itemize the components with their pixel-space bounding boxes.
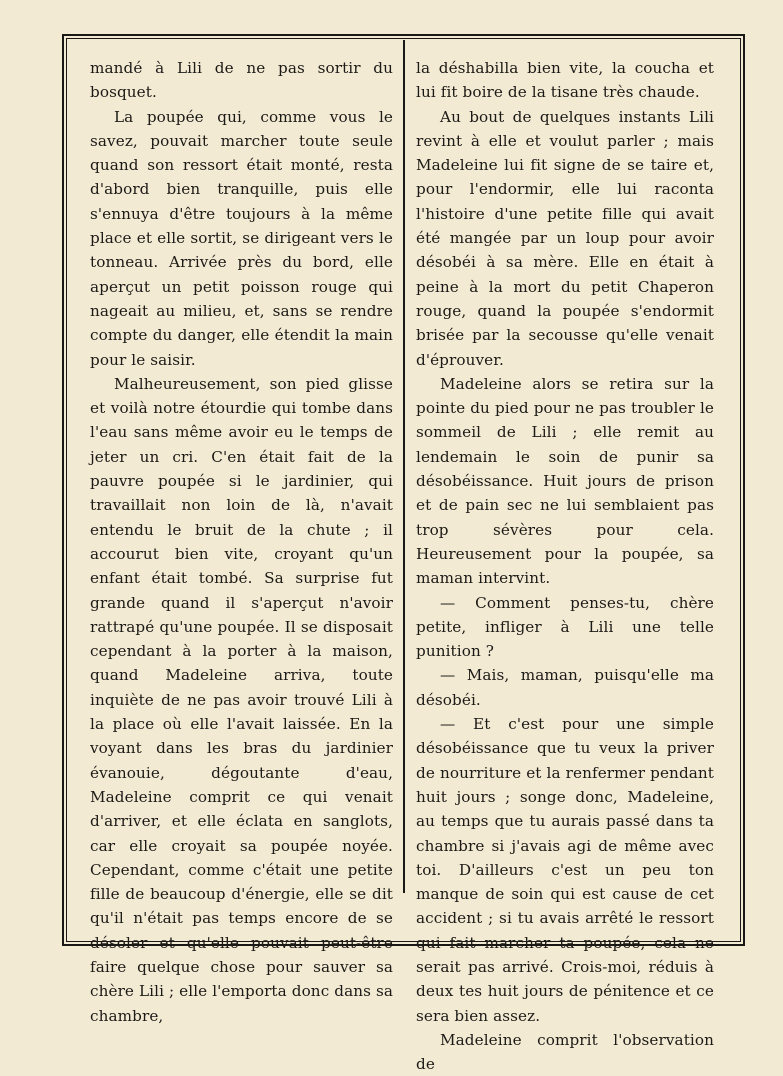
- paragraph: mandé à Lili de ne pas sortir du bosquet.: [90, 59, 393, 102]
- paragraph: Madeleine alors se retira sur la pointe du pied pour ne pas troubler le sommeil de Lili ; elle remit au lendemain le soin de punir sa désobéissance. Huit jours de prison et de pain sec ne lui semblaient pas trop sévères pour cela. Heureusement pour la poupée, sa maman intervint.: [416, 374, 714, 588]
- paragraph: Malheureusement, son pied glisse et voilà notre étourdie qui tombe dans l'eau sans même avoir eu le temps de jeter un cri. C'en était fait de la pauvre poupée si le jardinier, qui travaillait non loin de là, n'avait entendu le bruit de la chute ; il accourut bien vite, croyant qu'un enfant était tombé. Sa surprise fut grande quand il s'aperçut n'avoir rattrapé qu'une poupée. Il se disposait cependant à la porter à la maison, quand Madeleine arriva, toute inquiète de ne pas avoir trouvé Lili à la place où elle l'avait laissée. En la voyant dans les bras du jardinier évanouie, dégoutante d'eau, Madeleine comprit ce qui venait d'arriver, et elle éclata en sanglots, car elle croyait sa poupée noyée. Cependant, comme c'était une petite fille de beaucoup d'énergie, elle se dit qu'il n'était pas temps encore de se désoler et qu'elle pouvait peut-être faire quelque chose pour sauver sa chère Lili ; elle l'emporta donc dans sa chambre,: [90, 374, 393, 1025]
- paragraph: la déshabilla bien vite, la coucha et lui fit boire de la tisane très chaude.: [416, 59, 714, 102]
- left-column: [90, 56, 393, 1028]
- dialogue-line: — Et c'est pour une simple désobéissance que tu veux la priver de nourriture et la renfermer pendant huit jours ; songe donc, Madeleine, au temps que tu aurais passé dans ta chambre si j'avais agi de même avec toi. D'ailleurs c'est un peu ton manque de soin qui est cause de cet accident ; si tu avais arrêté le ressort qui fait marcher ta poupée, cela ne serait pas arrivé. Crois-moi, réduis à deux tes huit jours de pénitence et ce sera bien assez.: [416, 715, 714, 1025]
- paragraph: Madeleine comprit l'observation de: [416, 1030, 714, 1074]
- dialogue-line: — Comment penses-tu, chère petite, infliger à Lili une telle punition ?: [416, 593, 714, 661]
- paragraph: Au bout de quelques instants Lili revint à elle et voulut parler ; mais Madeleine lui fit signe de se taire et, pour l'endormir, elle lui raconta l'histoire d'une petite fille qui avait été mangée par un loup pour avoir désobéi à sa mère. Elle en était à peine à la mort du petit Chaperon rouge, quand la poupée s'endormit brisée par la secousse qu'elle venait d'éprouver.: [416, 107, 714, 369]
- paragraph: La poupée qui, comme vous le savez, pouvait marcher toute seule quand son ressort était monté, resta d'abord bien tranquille, puis elle s'ennuya d'être toujours à la même place et elle sortit, se dirigeant vers le tonneau. Arrivée près du bord, elle aperçut un petit poisson rouge qui nageait au milieu, et, sans se rendre compte du danger, elle étendit la main pour le saisir.: [90, 107, 393, 369]
- column-divider: [403, 40, 405, 893]
- right-column: [416, 56, 714, 1076]
- dialogue-line: — Mais, maman, puisqu'elle ma désobéi.: [416, 666, 714, 709]
